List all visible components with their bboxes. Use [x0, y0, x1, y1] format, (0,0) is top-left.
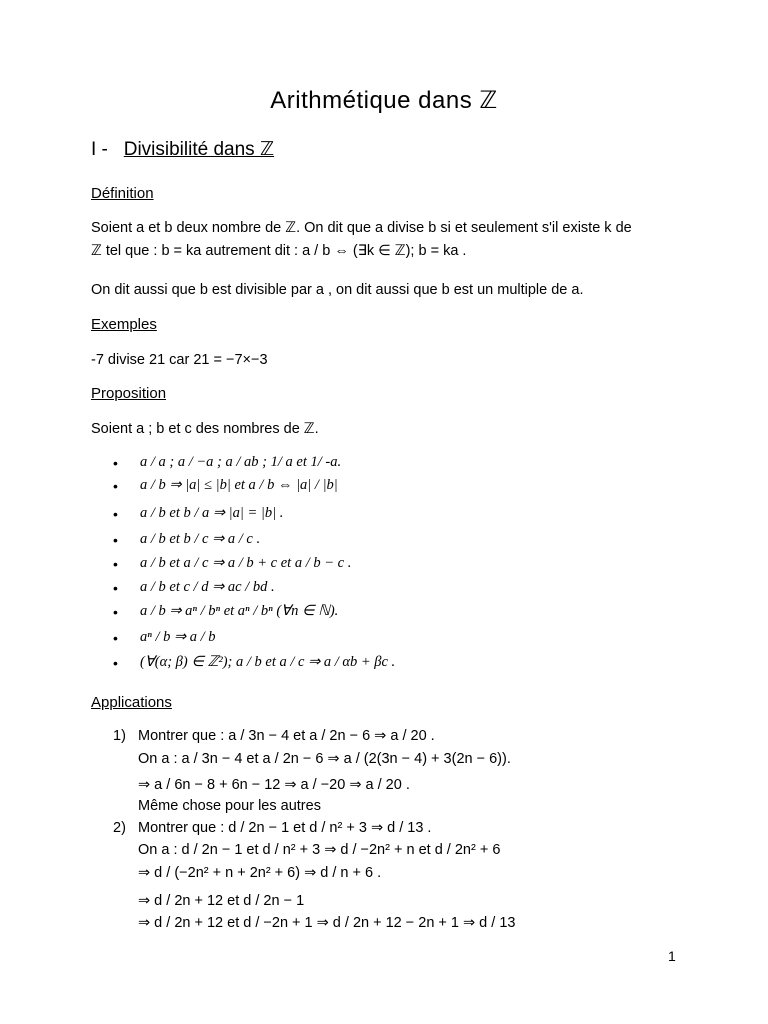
application-line: On a : a / 3n − 4 et a / 2n − 6 ⇒ a / (2(3n − 4) + 3(2n − 6)). — [138, 751, 511, 767]
proposition-item: aⁿ / b ⇒ a / b — [140, 629, 216, 645]
bullet-icon: • — [113, 532, 118, 548]
bullet-icon: • — [113, 630, 118, 646]
bullet-icon: • — [113, 580, 118, 596]
page-number: 1 — [668, 948, 676, 964]
proposition-item: a / b et b / a ⇒ |a| = |b| . — [140, 505, 284, 521]
definition-line-1: Soient a et b deux nombre de ℤ. On dit que a divise b si et seulement s'il existe k de — [91, 220, 632, 236]
application-line: On a : d / 2n − 1 et d / n² + 3 ⇒ d / −2n² + n et d / 2n² + 6 — [138, 842, 501, 858]
proposition-item: (∀(α; β) ∈ ℤ²); a / b et a / c ⇒ a / αb + βc . — [140, 654, 396, 670]
section-heading — [91, 138, 274, 161]
proposition-item: a / b ⇒ |a| ≤ |b| et a / b ⇔ |a| / |b| — [140, 477, 338, 493]
definition-line-3: On dit aussi que b est divisible par a , on dit aussi que b est un multiple de a. — [91, 282, 584, 298]
definition-line-2: ℤ tel que : b = ka autrement dit : a / b ⇔ (∃k ∈ ℤ); b = ka . — [91, 243, 467, 259]
application-line: ⇒ a / 6n − 8 + 6n − 12 ⇒ a / −20 ⇒ a / 20 . — [138, 777, 410, 793]
proposition-intro: Soient a ; b et c des nombres de ℤ. — [91, 421, 319, 437]
bullet-icon: • — [113, 478, 118, 494]
application-number: 2) — [113, 820, 126, 836]
example-line-1: -7 divise 21 car 21 = −7×−3 — [91, 352, 268, 368]
bullet-icon: • — [113, 604, 118, 620]
proposition-item: a / a ; a / −a ; a / ab ; 1/ a et 1/ -a. — [140, 454, 342, 470]
bullet-icon: • — [113, 655, 118, 671]
page-title: Arithmétique dans ℤ — [270, 87, 498, 114]
definition-heading: Définition — [91, 185, 154, 202]
section-title: Divisibilité dans ℤ — [123, 139, 275, 160]
bullet-icon: • — [113, 455, 118, 471]
application-number: 1) — [113, 728, 126, 744]
proposition-item: a / b ⇒ aⁿ / bⁿ et aⁿ / bⁿ (∀n ∈ ℕ). — [140, 603, 339, 619]
proposition-heading: Proposition — [91, 385, 167, 402]
bullet-icon: • — [113, 506, 118, 522]
applications-heading: Applications — [91, 694, 172, 711]
application-line: ⇒ d / 2n + 12 et d / 2n − 1 — [138, 893, 305, 909]
proposition-item: a / b et a / c ⇒ a / b + c et a / b − c . — [140, 555, 352, 571]
examples-heading: Exemples — [91, 316, 157, 333]
bullet-icon: • — [113, 556, 118, 572]
application-line: Montrer que : d / 2n − 1 et d / n² + 3 ⇒ d / 13 . — [138, 820, 432, 836]
section-number: I - — [91, 139, 108, 160]
application-line: ⇒ d / (−2n² + n + 2n² + 6) ⇒ d / n + 6 . — [138, 865, 382, 881]
proposition-item: a / b et b / c ⇒ a / c . — [140, 531, 261, 547]
application-line: ⇒ d / 2n + 12 et d / −2n + 1 ⇒ d / 2n + 12 − 2n + 1 ⇒ d / 13 — [138, 915, 516, 931]
application-line: Même chose pour les autres — [138, 798, 321, 814]
proposition-item: a / b et c / d ⇒ ac / bd . — [140, 579, 275, 595]
application-line: Montrer que : a / 3n − 4 et a / 2n − 6 ⇒ a / 20 . — [138, 728, 435, 744]
